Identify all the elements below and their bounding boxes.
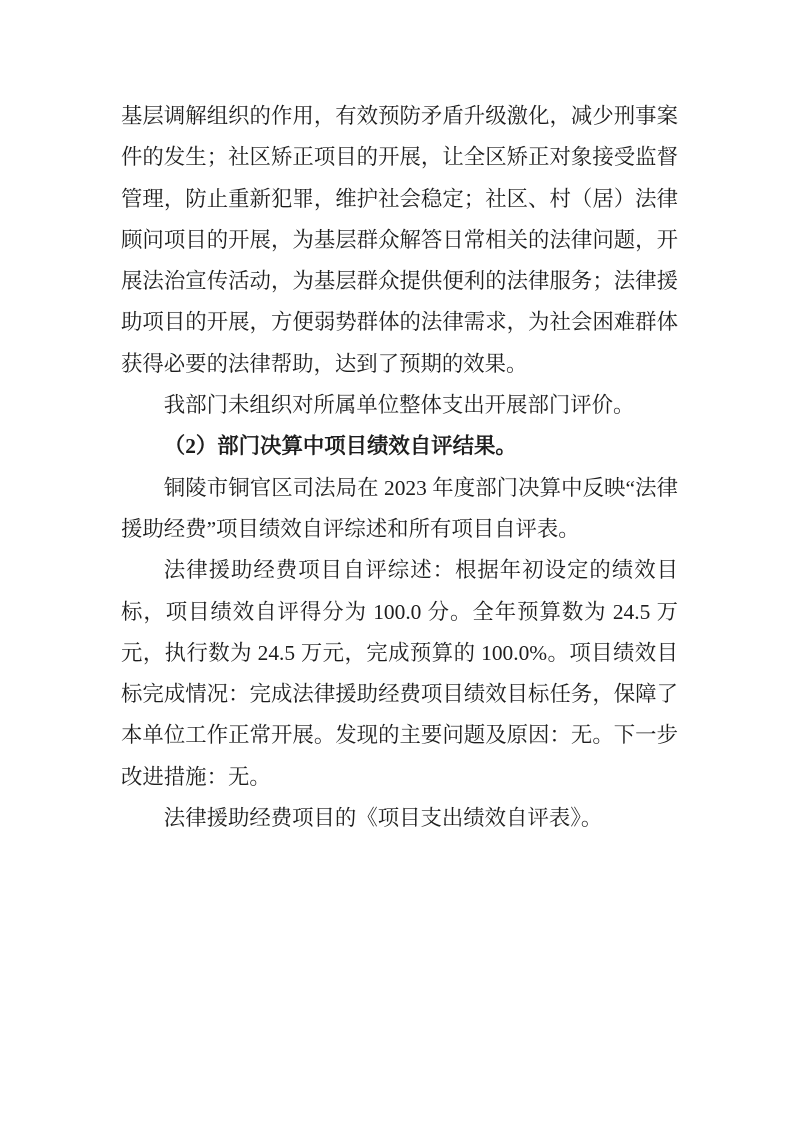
paragraph-dept-evaluation-note: 我部门未组织对所属单位整体支出开展部门评价。 (163, 393, 635, 418)
paragraph-continuation: 基层调解组织的作用，有效预防矛盾升级激化，减少刑事案件的发生；社区矫正项目的开展，让全区矫正对象接受监督管理，防止重新犯罪，维护社会稳定；社区、村（居）法律顾问项目的开展，为基层群众解答日常相关的法律问题，开展法治宣传活动，为基层群众提供便利的法律服务；法律援助项目的开展，方便弱势群体的法律需求，为社会困难群体获得必要的法律帮助，达到了预期的效果。 (121, 104, 678, 376)
paragraph-self-evaluation-intro: 铜陵市铜官区司法局在 2023 年度部门决算中反映“法律援助经费”项目绩效自评综述和所有项目自评表。 (121, 475, 678, 541)
paragraph-self-evaluation-table-reference: 法律援助经费项目的《项目支出绩效自评表》。 (163, 806, 603, 831)
paragraph-self-evaluation-summary: 法律援助经费项目自评综述：根据年初设定的绩效目标，项目绩效自评得分为 100.0 分。全年预算数为 24.5 万元，执行数为 24.5 万元，完成预算的 100.0%。项目绩效目标完成情况：完成法律援助经费项目绩效目标任务，保障了本单位工作正常开展。发现的主要问题及原因：无。下一步改进措施：无。 (121, 558, 678, 789)
section-heading-project-self-evaluation: （2）部门决算中项目绩效自评结果。 (163, 434, 517, 459)
